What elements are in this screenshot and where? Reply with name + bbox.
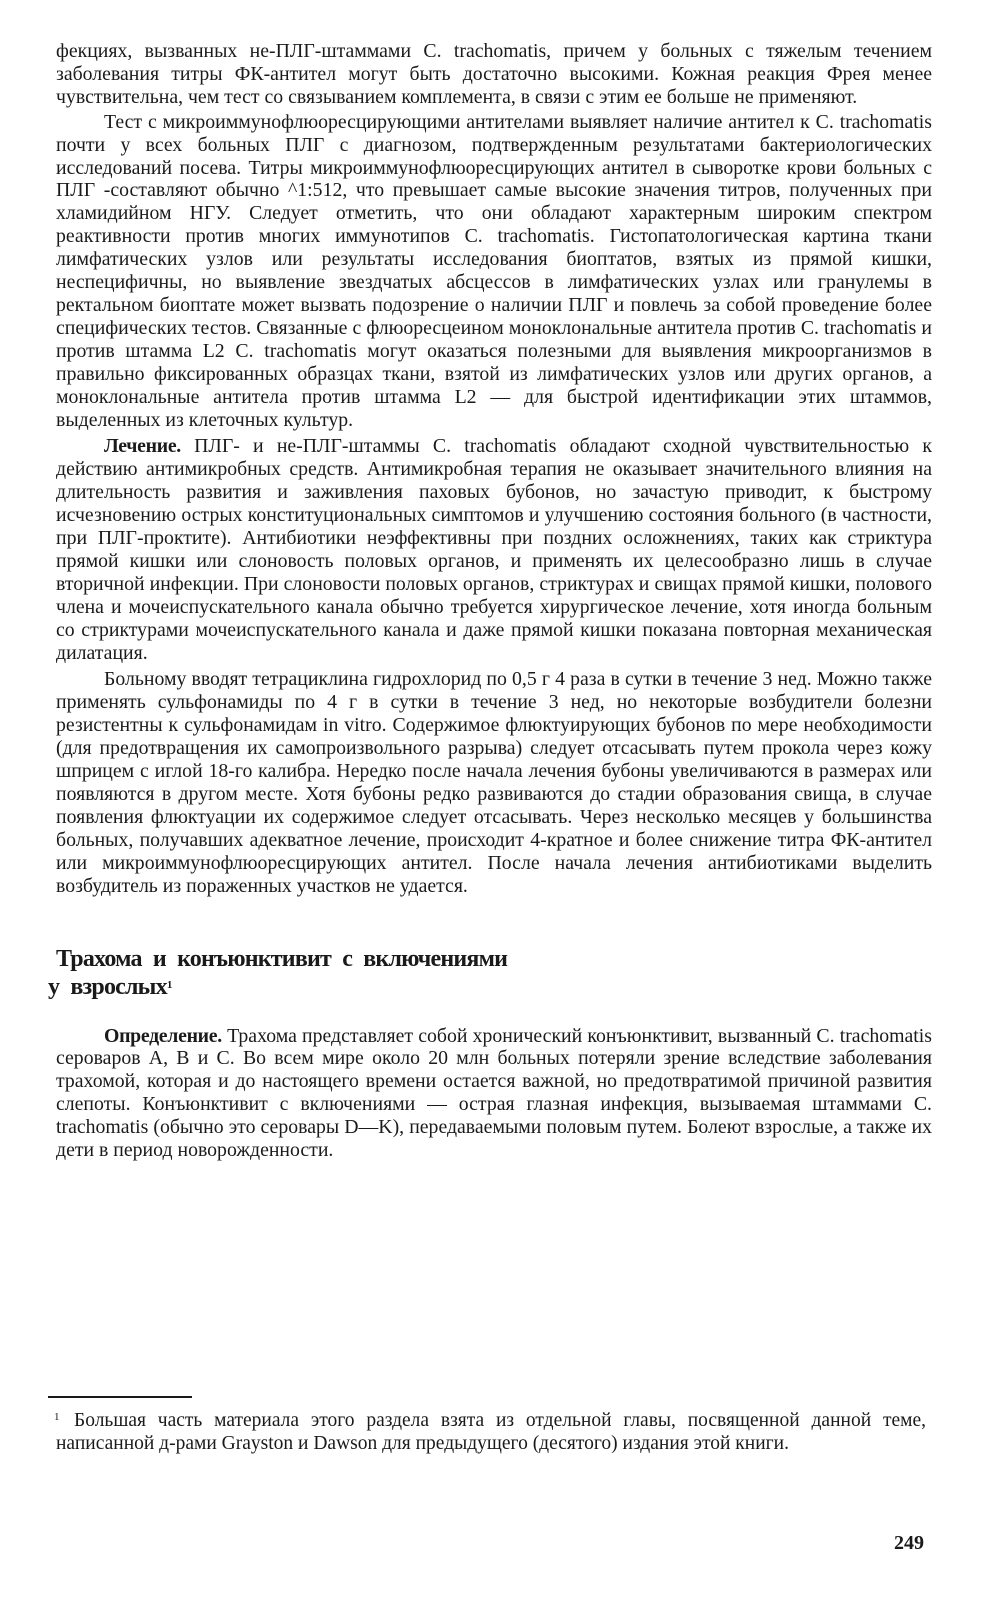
heading-line-2: у взрослых	[48, 973, 167, 1000]
paragraph-text: Трахома представляет собой хронический конъюнктивит, вызванный C. trachomatis сероваров А, В и С. Во всем мире около 20 млн больных потеряли зрение вследствие заболевания трахомой, которая и до настоящего времени остается важной, но предотвратимой причиной развития слепоты. Конъюнктивит с включениями — острая глазная инфекция, вызываемая штаммами C. trachomatis (обычно это серовары D—K), передаваемыми половым путем. Болеют взрослые, а также их дети в период новорожденности.	[56, 1024, 932, 1162]
paragraph-text: Больному вводят тетрациклина гидрохлорид по 0,5 г 4 раза в сутки в течение 3 нед. Можно также применять сульфонамиды по 4 г в сутки в течение 3 нед, но некоторые возбудители болезни резистентны к сульфонамидам in vitro. Содержимое флюктуирующих бубонов по мере необходимости (для предотвращения их самопроизвольного разрыва) следует отсасывать путем прокола через кожу шприцем с иглой 18-го калибра. Нередко после начала лечения бубоны увеличиваются в размерах или появляются в другом месте. Хотя бубоны редко развиваются до стадии образования свища, в случае появления флюктуации их содержимое следует отсасывать. Через несколько месяцев у большинства больных, получавших адекватное лечение, происходит 4-кратное и более снижение титра ФК-антител или микроиммунофлюоресцирующих антител. После начала лечения антибиотиками выделить возбудитель из пораженных участков не удается.	[56, 668, 932, 897]
paragraph-text: ПЛГ- и не-ПЛГ-штаммы C. trachomatis обладают сходной чувствительностью к действию антимикробных средств. Антимикробная терапия не оказывает значительного влияния на длительность развития и заживления паховых бубонов, но зачастую приводит, к быстрому исчезновению острых конституциональных симптомов и улучшению состояния больного (в частности, при ПЛГ-проктите). Антибиотики неэффективны при поздних осложнениях, таких как стриктура прямой кишки или слоновость половых органов, и применять их целесообразно лишь в случае вторичной инфекции. При слоновости половых органов, стриктурах и свищах прямой кишки, полового члена и мочеиспускательного канала обычно требуется хирургическое лечение, хотя иногда больным со стриктурами мочеиспускательного канала и даже прямой кишки показана повторная механическая дилатация.	[56, 435, 932, 664]
paragraph-treatment	[56, 435, 932, 664]
footnote	[56, 1410, 926, 1455]
paragraph-lead: Определение.	[104, 1024, 222, 1047]
heading-line-1: Трахома и конъюнктивит с включениями	[56, 945, 508, 972]
paragraph-text: Тест с микроиммунофлюоресцирующими антителами выявляет наличие антител к C. trachomatis почти у всех больных ПЛГ с диагнозом, подтвержденным результатами бактериологических исследований посева. Титры микроиммунофлюоресцирующих антител в сыворотке крови больных с ПЛГ -составляют обычно ^1:512, что превышает самые высокие значения титров, полученных при хламидийном НГУ. Следует отметить, что они обладают характерным широким спектром реактивности против многих иммунотипов C. trachomatis. Гистопатологическая картина ткани лимфатических узлов или результаты исследования биоптатов, взятых из прямой кишки, неспецифичны, но выявление звездчатых абсцессов в лимфатических узлах или гранулемы в ректальном биоптате может вызвать подозрение о наличии ПЛГ и повлечь за собой проведение более специфических тестов. Связанные с флюоресцеином моноклональные антитела против C. trachomatis и против штамма L2 C. trachomatis могут оказаться полезными для выявления микроорганизмов в правильно фиксированных образцах ткани, взятой из лимфатических узлов или других органов, а моноклональные антитела против штамма L2 — для быстрой идентификации этих штаммов, выделенных из клеточных культур.	[56, 110, 932, 431]
paragraph-continuation	[56, 40, 932, 109]
paragraph-definition	[56, 1025, 932, 1162]
footnote-divider	[48, 1396, 192, 1398]
page-body	[48, 40, 932, 1162]
section-heading	[48, 945, 932, 1001]
paragraph-dosage	[56, 668, 932, 897]
paragraph-text: фекциях, вызванных не-ПЛГ-штаммами C. trachomatis, причем у больных с тяжелым течением заболевания титры ФК-антител могут быть достаточно высокими. Кожная реакция Фрея менее чувствительна, чем тест со связыванием комплемента, в связи с этим ее больше не применяют.	[56, 40, 932, 108]
footnote-mark: 1	[54, 1411, 60, 1423]
paragraph-micro-immunofluorescence	[56, 111, 932, 432]
footnote-text: Большая часть материала этого раздела взята из отдельной главы, посвященной данной теме, написанной д-рами Grayston и Dawson для предыдущего (десятого) издания этой книги.	[56, 1410, 926, 1454]
footnote-reference: 1	[166, 978, 172, 991]
page-number: 249	[894, 1532, 924, 1554]
paragraph-lead: Лечение.	[104, 435, 181, 458]
